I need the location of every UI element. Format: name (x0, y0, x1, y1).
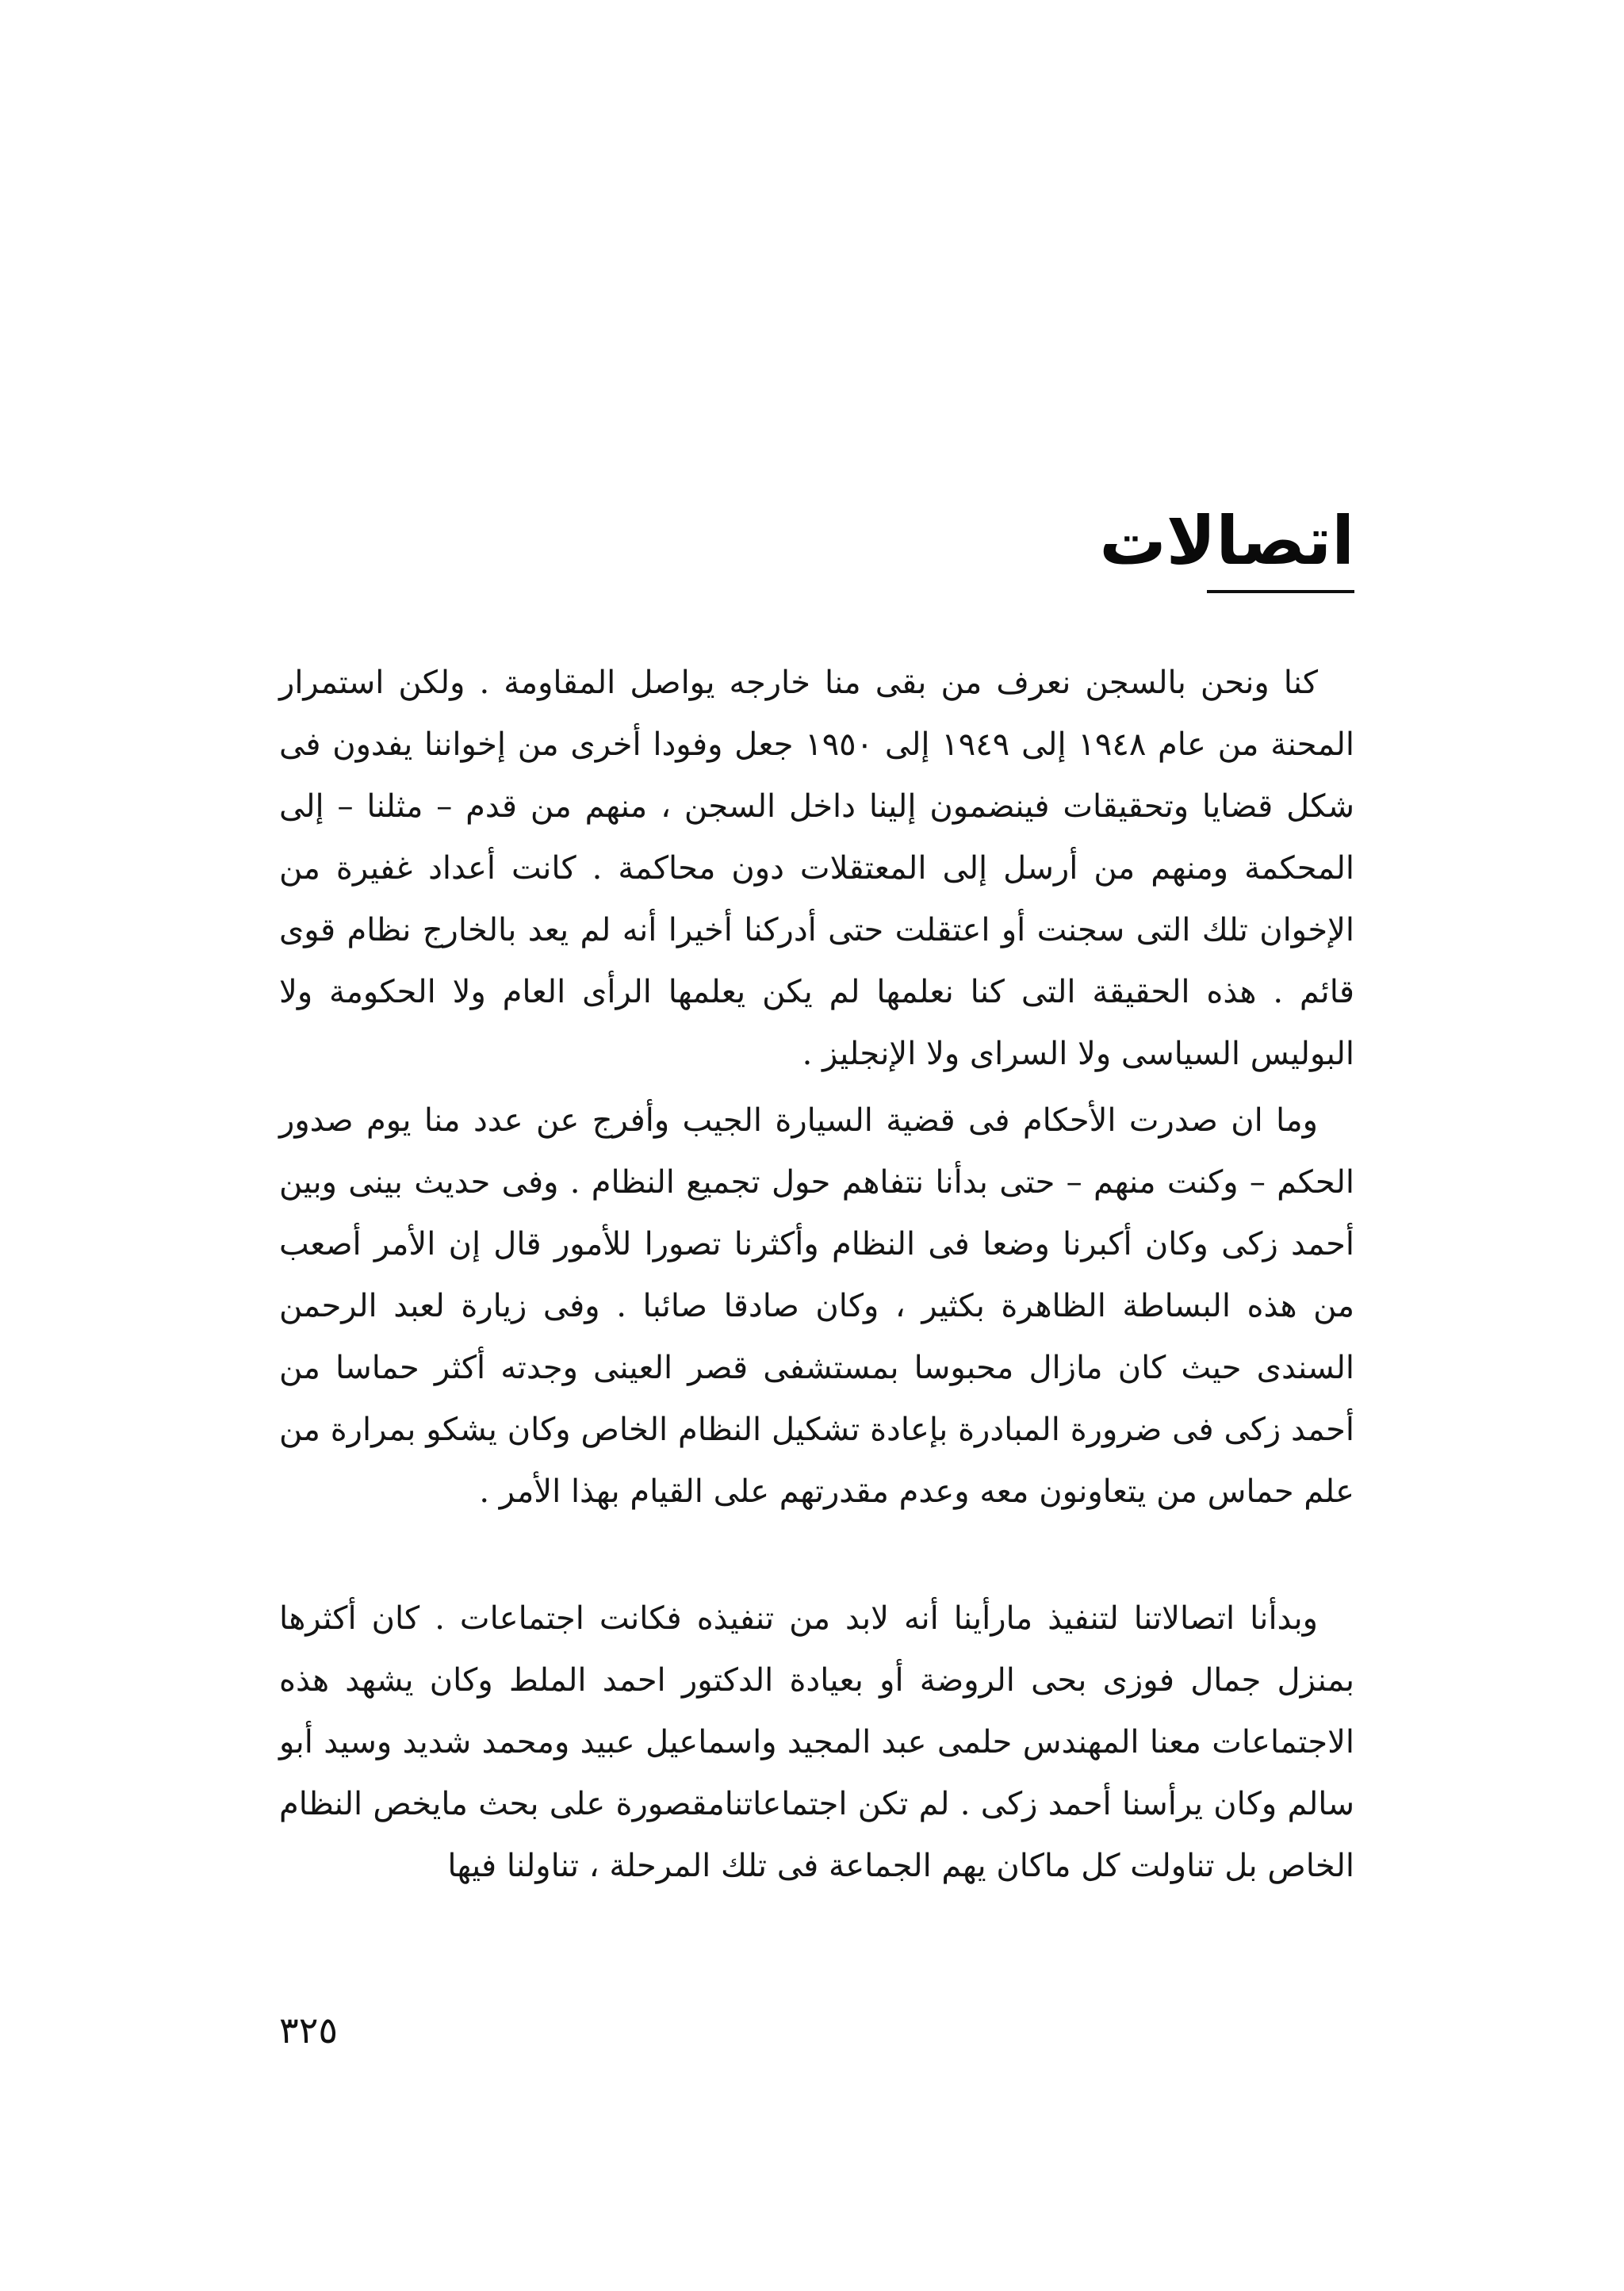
paragraph-1 (279, 652, 1354, 1085)
paragraph-text: كنا ونحن بالسجن نعرف من بقى منا خارجه يواصل المقاومة . ولكن استمرار المحنة من عام ١٩٤٨ إلى ١٩٤٩ إلى ١٩٥٠ جعل وفودا أخرى من إخواننا يفدون فى شكل قضايا وتحقيقات فينضمون إلينا داخل السجن ، منهم من قدم – مثلنا – إلى المحكمة ومنهم من أرسل إلى المعتقلات دون محاكمة . كانت أعداد غفيرة من الإخوان تلك التى سجنت أو اعتقلت حتى أدركنا أخيرا أنه لم يعد بالخارج نظام قوى قائم . هذه الحقيقة التى كنا نعلمها لم يكن يعلمها الرأى العام ولا الحكومة ولا البوليس السياسى ولا السراى ولا الإنجليز . (279, 665, 1354, 1072)
chapter-heading: اتصالات (1099, 502, 1354, 580)
paragraph-text: وبدأنا اتصالاتنا لتنفيذ مارأينا أنه لابد من تنفيذه فكانت اجتماعات . كان أكثرها بمنزل جمال فوزى بحى الروضة أو بعيادة الدكتور احمد الملط وكان يشهد هذه الاجتماعات معنا المهندس حلمى عبد المجيد واسماعيل عبيد ومحمد شديد وسيد أبو سالم وكان يرأسنا أحمد زكى . لم تكن اجتماعاتنامقصورة على بحث مايخص النظام الخاص بل تناولت كل ماكان يهم الجماعة فى تلك المرحلة ، تناولنا فيها (279, 1600, 1354, 1884)
heading-underline (1207, 590, 1354, 593)
paragraph-2 (279, 1090, 1354, 1523)
page-number: ٣٢٥ (279, 2009, 339, 2052)
paragraph-3 (279, 1588, 1354, 1897)
paragraph-text: وما ان صدرت الأحكام فى قضية السيارة الجيب وأفرج عن عدد منا يوم صدور الحكم – وكنت منهم – حتى بدأنا نتفاهم حول تجميع النظام . وفى حديث بينى وبين أحمد زكى وكان أكبرنا وضعا فى النظام وأكثرنا تصورا للأمور قال إن الأمر أصعب من هذه البساطة الظاهرة بكثير ، وكان صادقا صائبا . وفى زيارة لعبد الرحمن السندى حيث كان مازال محبوسا بمستشفى قصر العينى وجدته أكثر حماسا من أحمد زكى فى ضرورة المبادرة بإعادة تشكيل النظام الخاص وكان يشكو بمرارة من علم حماس من يتعاونون معه وعدم مقدرتهم على القيام بهذا الأمر . (279, 1102, 1354, 1510)
